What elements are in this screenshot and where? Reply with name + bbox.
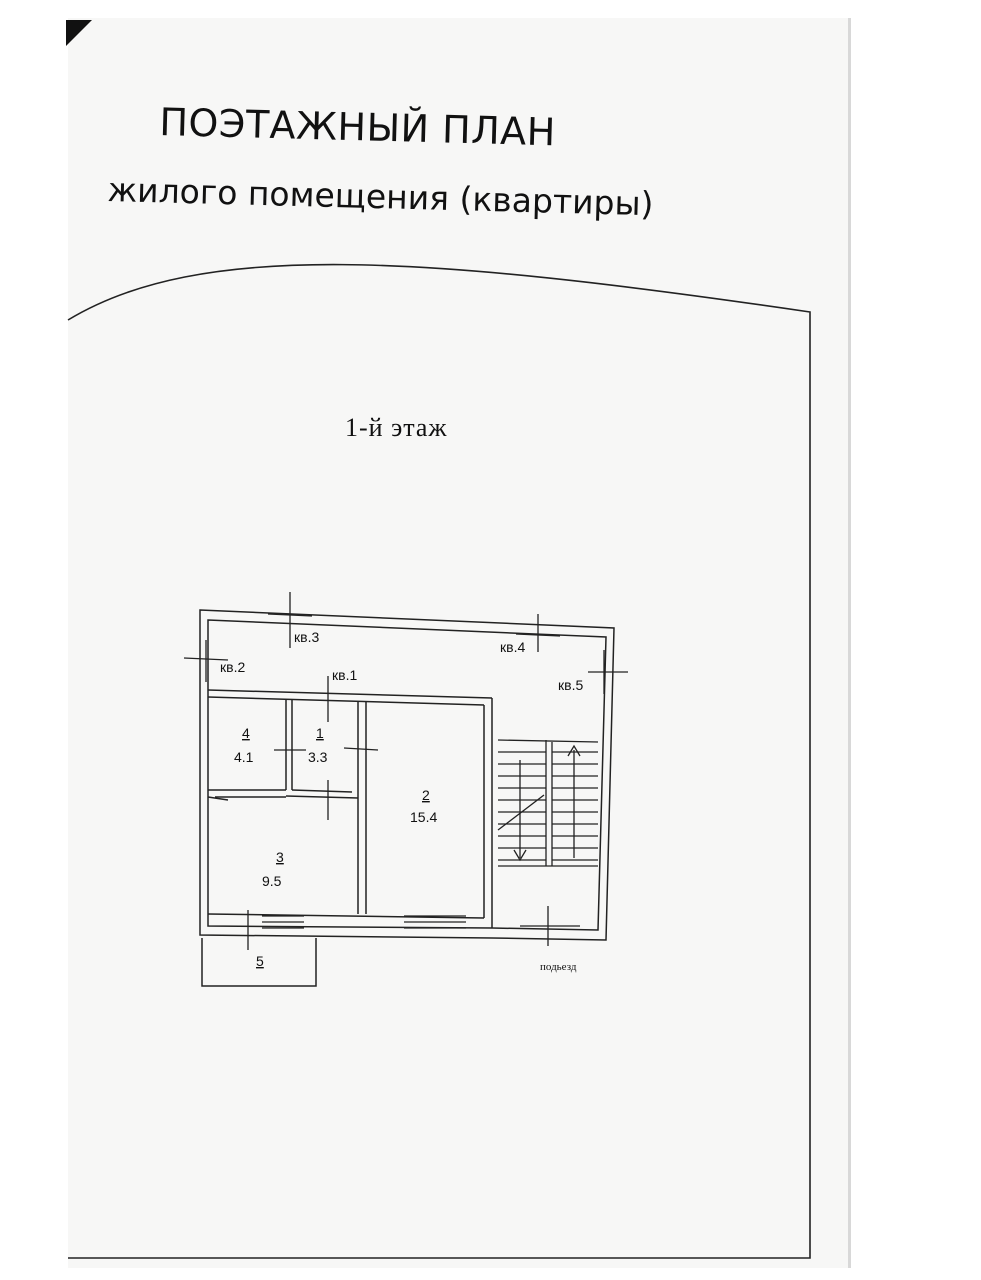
document-subtitle: жилого помещения (квартиры) xyxy=(106,170,654,224)
room-4-area: 4.1 xyxy=(234,749,254,765)
neighbor-label-kv5: кв.5 xyxy=(558,677,584,693)
neighbor-label-kv3: кв.3 xyxy=(294,629,320,645)
room-2-area: 15.4 xyxy=(410,809,438,825)
entrance-label: подьезд xyxy=(540,961,577,973)
stairwell xyxy=(498,740,598,866)
room-1-number: 1 xyxy=(316,725,324,741)
room-4-number: 4 xyxy=(242,725,250,741)
floor-label: 1-й этаж xyxy=(345,413,448,442)
document-title: ПОЭТАЖНЫЙ ПЛАН xyxy=(158,100,557,155)
room-1-area: 3.3 xyxy=(308,749,328,765)
room-5-number: 5 xyxy=(256,953,264,969)
neighbor-label-kv4: кв.4 xyxy=(500,639,526,655)
neighbor-label-kv1: кв.1 xyxy=(332,667,358,683)
interior-walls xyxy=(208,690,492,928)
neighbor-label-kv2: кв.2 xyxy=(220,659,246,675)
room-3-number: 3 xyxy=(276,849,284,865)
neighbor-ticks xyxy=(184,592,628,950)
room-2-number: 2 xyxy=(422,787,430,803)
room-3-area: 9.5 xyxy=(262,873,282,889)
